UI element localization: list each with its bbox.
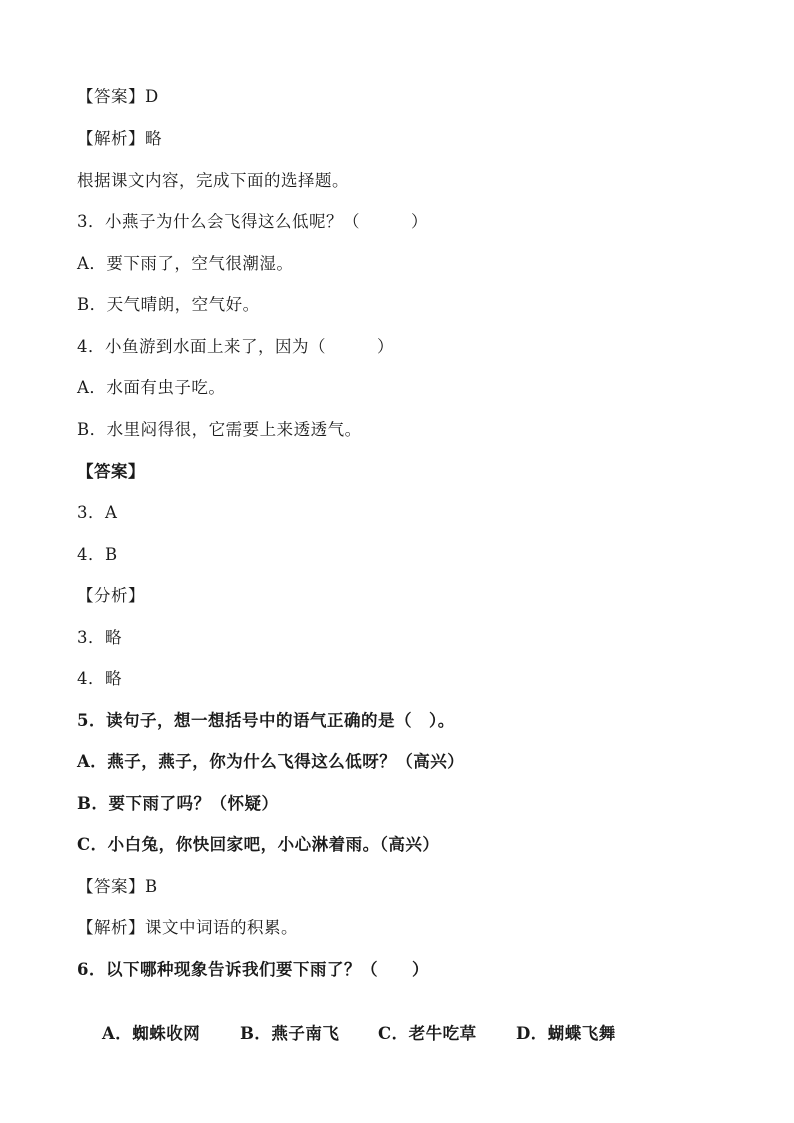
answer-3: 3．A	[77, 503, 118, 522]
question-6-option-b: B．燕子南飞	[239, 1024, 340, 1043]
analysis-4: 4．略	[77, 669, 122, 688]
question-3-option-b: B．天气晴朗，空气好。	[77, 295, 260, 314]
question-5: 5．读句子，想一想括号中的语气正确的是（ ）。	[77, 711, 455, 730]
question-5-option-b: B．要下雨了吗？（怀疑）	[77, 794, 279, 813]
question-3-option-a: A．要下雨了，空气很潮湿。	[77, 254, 294, 273]
analysis-3: 3．略	[77, 628, 122, 647]
question-6: 6．以下哪种现象告诉我们要下雨了？（ ）	[77, 960, 429, 979]
instruction-text: 根据课文内容，完成下面的选择题。	[77, 171, 349, 190]
question-4-option-a: A．水面有虫子吃。	[77, 378, 226, 397]
question-6-option-d: D．蝴蝶飞舞	[515, 1024, 616, 1043]
question-5-option-a: A．燕子，燕子，你为什么飞得这么低呀？（高兴）	[77, 752, 465, 771]
answer-4: 4．B	[77, 545, 118, 564]
question-5-option-c: C．小白兔，你快回家吧，小心淋着雨。（高兴）	[77, 835, 440, 854]
answer-label-2: 【答案】	[77, 462, 145, 481]
answer-label-5: 【答案】B	[77, 877, 158, 896]
question-4-option-b: B．水里闷得很，它需要上来透透气。	[77, 420, 362, 439]
question-3: 3．小燕子为什么会飞得这么低呢？（ ）	[77, 212, 428, 231]
question-6-option-c: C．老牛吃草	[377, 1024, 477, 1043]
question-4: 4．小鱼游到水面上来了，因为（ ）	[77, 337, 394, 356]
analysis-label-5: 【解析】课文中词语的积累。	[77, 918, 298, 937]
answer-label-1: 【答案】D	[77, 87, 159, 106]
question-6-option-a: A．蜘蛛收网	[101, 1024, 201, 1043]
question-6-options	[77, 1001, 616, 1067]
analysis-label-2: 【分析】	[77, 586, 145, 605]
analysis-label-1: 【解析】略	[77, 129, 162, 148]
